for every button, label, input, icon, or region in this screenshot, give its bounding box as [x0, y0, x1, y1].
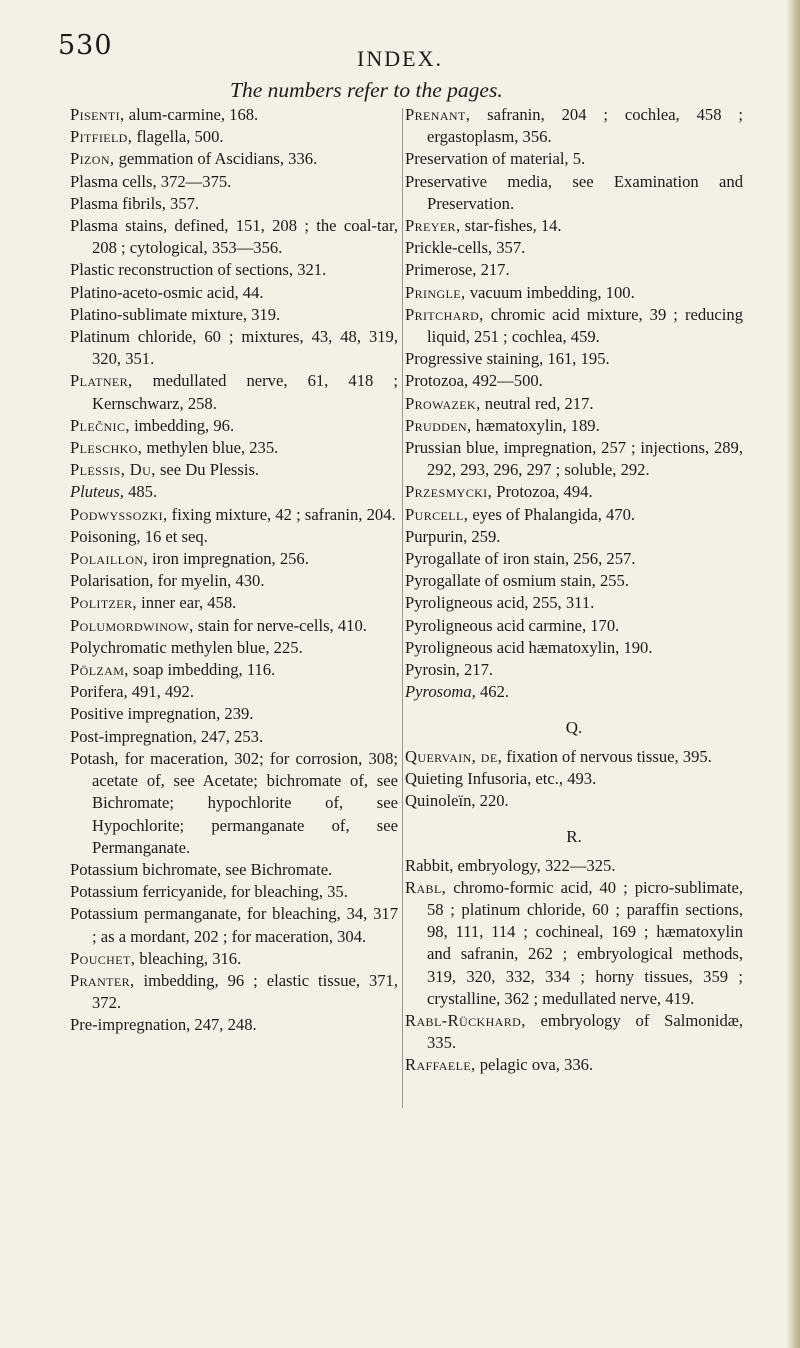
index-entry: [70, 726, 398, 748]
entry-text: Plasma fibrils, 357.: [70, 193, 200, 213]
entry-author: Pisenti,: [70, 105, 125, 124]
index-entry: [70, 570, 398, 592]
entry-text: soap imbedding, 116.: [128, 660, 276, 680]
entry-text: 462.: [475, 682, 510, 702]
entry-text: flagella, 500.: [132, 127, 224, 147]
entry-text: Plasma stains, defined, 151, 208 ; the coal-tar, 208 ; cytological, 353—356.: [70, 216, 398, 258]
entry-author: Plessis, Du,: [70, 460, 156, 480]
index-entry: [405, 592, 743, 614]
running-head: INDEX.: [357, 46, 443, 71]
index-subhead: The numbers refer to the pages.: [230, 78, 503, 102]
index-entry: [70, 104, 398, 126]
index-entry: [70, 215, 398, 259]
entry-text: imbedding, 96 ; elastic tissue, 371, 372.: [92, 970, 398, 1013]
index-entry: [405, 570, 743, 592]
index-entry: [405, 171, 743, 215]
index-entry: [70, 748, 398, 859]
entry-text: gemmation of Ascidians, 336.: [114, 149, 318, 169]
index-entry: [70, 881, 398, 903]
index-entry: [405, 437, 743, 481]
index-entry: [70, 148, 398, 170]
entry-author: Podwyssozki,: [70, 504, 168, 524]
index-entry: [70, 370, 398, 414]
index-letter-heading: R.: [566, 827, 582, 847]
entry-text: Potash, for maceration, 302; for corrosion, 308; acetate of, see Acetate; bichromate of, see Bichromate; hypochlorite of, see Hypochlorite; permanganate of, see Permanganate.: [70, 748, 398, 857]
index-entry: [70, 970, 398, 1014]
index-entry: [70, 171, 398, 193]
entry-author: Przesmycki,: [405, 482, 493, 502]
entry-text: Pyroligneous acid hæmatoxylin, 190.: [405, 637, 653, 657]
entry-text: Purpurin, 259.: [405, 526, 501, 546]
index-entry: [70, 415, 398, 437]
entry-text: fixing mixture, 42 ; safranin, 204.: [167, 504, 396, 524]
index-entry: [70, 948, 398, 970]
entry-text: pelagic ova, 336.: [475, 1055, 594, 1075]
entry-term-italic: Pyrosoma,: [405, 682, 476, 702]
entry-text: safranin, 204 ; cochlea, 458 ; ergastoplasm, 356.: [427, 105, 743, 147]
index-entry: [405, 1010, 743, 1054]
index-entry: [405, 393, 743, 415]
index-column-left: [70, 104, 398, 1037]
entry-author: Pouchet,: [70, 948, 136, 968]
entry-text: Plasma cells, 372—375.: [70, 171, 232, 191]
entry-text: Poisoning, 16 et seq.: [70, 526, 208, 546]
entry-text: Positive impregnation, 239.: [70, 704, 254, 724]
index-entry: [405, 415, 743, 437]
index-entry: [405, 259, 743, 281]
entry-text: Pre-impregnation, 247, 248.: [70, 1015, 257, 1035]
entry-author: Pölzam,: [70, 660, 129, 680]
entry-text: Preservation of material, 5.: [405, 149, 586, 169]
entry-text: Rabbit, embryology, 322—325.: [405, 855, 616, 875]
entry-author: Pringle,: [405, 282, 466, 302]
entry-author: Politzer,: [70, 593, 137, 613]
entry-text: Post-impregnation, 247, 253.: [70, 726, 264, 746]
index-entry: [405, 348, 743, 370]
index-entry: [405, 659, 743, 681]
entry-text: Platino-aceto-osmic acid, 44.: [70, 282, 264, 302]
entry-text: chromic acid mixture, 39 ; reducing liquid, 251 ; cochlea, 459.: [427, 304, 743, 347]
entry-author: Pitfield,: [70, 127, 133, 147]
entry-text: vacuum imbedding, 100.: [465, 282, 635, 302]
entry-text: iron impregnation, 256.: [148, 549, 309, 569]
entry-author: Polumordwinow,: [70, 615, 194, 635]
entry-text: hæmatoxylin, 189.: [471, 415, 600, 435]
entry-text: eyes of Phalangida, 470.: [468, 504, 636, 524]
entry-text: medullated nerve, 61, 418 ; Kernschwarz, 258.: [92, 371, 398, 413]
index-entry: [70, 903, 398, 947]
index-entry: [405, 237, 743, 259]
entry-author: Platner,: [70, 371, 133, 391]
index-entry: [70, 1014, 398, 1036]
entry-text: imbedding, 96.: [129, 415, 235, 435]
page-number: 530: [58, 30, 113, 61]
entry-text: Potassium permanganate, for bleaching, 34, 317 ; as a mordant, 202 ; for maceration, 304.: [70, 904, 398, 946]
index-entry: [405, 215, 743, 237]
page-edge: [786, 0, 800, 1348]
entry-text: fixation of nervous tissue, 395.: [502, 746, 712, 766]
index-entry: [405, 877, 743, 1010]
entry-text: Platino-sublimate mixture, 319.: [70, 304, 281, 324]
entry-text: Platinum chloride, 60 ; mixtures, 43, 48, 319, 320, 351.: [70, 327, 398, 369]
entry-author: Plečnic,: [70, 415, 130, 435]
index-entry: [70, 459, 398, 481]
index-entry: [405, 790, 743, 812]
index-entry: [405, 481, 743, 503]
entry-text: Potassium ferricyanide, for bleaching, 35.: [70, 882, 348, 902]
entry-author: Quervain, de,: [405, 746, 503, 766]
entry-text: Progressive staining, 161, 195.: [405, 349, 610, 369]
index-entry: [70, 282, 398, 304]
index-entry: [70, 859, 398, 881]
entry-text: Prickle-cells, 357.: [405, 238, 526, 258]
entry-text: Preservative media, see Examination and Preservation.: [405, 171, 743, 213]
entry-text: Polychromatic methylen blue, 225.: [70, 637, 303, 657]
entry-text: neutral red, 217.: [480, 393, 594, 413]
index-entry: [405, 370, 743, 392]
entry-text: Pyroligneous acid, 255, 311.: [405, 593, 595, 613]
index-entry: [70, 326, 398, 370]
entry-text: Protozoa, 492—500.: [405, 371, 543, 391]
index-entry: [405, 504, 743, 526]
entry-text: Pyrosin, 217.: [405, 660, 494, 680]
entry-author: Raffaele,: [405, 1055, 476, 1075]
entry-author: Prenant,: [405, 105, 471, 124]
entry-author: Pritchard,: [405, 304, 484, 324]
entry-term-italic: Pluteus,: [70, 482, 124, 502]
index-entry: [70, 548, 398, 570]
index-entry: [405, 104, 743, 148]
entry-text: Protozoa, 494.: [492, 482, 593, 502]
entry-author: Pizon,: [70, 149, 115, 169]
index-entry: [70, 126, 398, 148]
entry-text: see Du Plessis.: [155, 460, 260, 480]
index-entry: [70, 637, 398, 659]
entry-author: Prowazek,: [405, 393, 481, 413]
index-entry: [405, 746, 743, 768]
index-entry: [405, 615, 743, 637]
entry-text: Potassium bichromate, see Bichromate.: [70, 859, 333, 879]
index-entry: [70, 615, 398, 637]
index-entry: [70, 592, 398, 614]
index-entry: [405, 548, 743, 570]
index-entry: [70, 526, 398, 548]
index-entry: [70, 481, 398, 503]
entry-author: Prudden,: [405, 415, 472, 435]
entry-text: methylen blue, 235.: [142, 438, 279, 458]
index-entry: [405, 637, 743, 659]
entry-text: star-fishes, 14.: [460, 216, 562, 236]
entry-text: Quieting Infusoria, etc., 493.: [405, 768, 597, 788]
column-divider: [402, 108, 403, 1108]
index-entry: [70, 437, 398, 459]
entry-text: Polarisation, for myelin, 430.: [70, 571, 265, 591]
entry-text: 485.: [123, 482, 158, 502]
index-entry: [405, 768, 743, 790]
index-entry: [405, 282, 743, 304]
entry-text: Pyroligneous acid carmine, 170.: [405, 615, 620, 635]
entry-author: Pranter,: [70, 970, 135, 990]
index-entry: [70, 681, 398, 703]
entry-text: Primerose, 217.: [405, 260, 510, 280]
index-entry: [405, 681, 743, 703]
index-entry: [405, 855, 743, 877]
entry-text: Pyrogallate of iron stain, 256, 257.: [405, 549, 636, 569]
entry-author: Polaillon,: [70, 549, 149, 569]
index-entry: [70, 659, 398, 681]
entry-text: Plastic reconstruction of sections, 321.: [70, 260, 327, 280]
entry-text: Porifera, 491, 492.: [70, 682, 194, 702]
entry-author: Preyer,: [405, 216, 461, 236]
entry-text: alum-carmine, 168.: [124, 105, 259, 124]
entry-author: Rabl,: [405, 877, 447, 897]
index-entry: [405, 526, 743, 548]
index-entry: [405, 1054, 743, 1076]
index-letter-heading: Q.: [565, 718, 583, 738]
entry-text: chromo-formic acid, 40 ; picro-sublimate, 58 ; platinum chloride, 60 ; paraffin sections, 98, 111, 114 ; cochineal, 169 ; hæmatoxylin and safranin, 262 ; embryological methods, 319, 320, 332, 334 ; horny tissues, 359 ; crystalline, 362 ; medullated nerve, 419.: [427, 877, 743, 1008]
entry-text: Prussian blue, impregnation, 257 ; injections, 289, 292, 293, 296, 297 ; soluble, 292.: [405, 438, 743, 480]
index-entry: [70, 703, 398, 725]
entry-text: stain for nerve-cells, 410.: [193, 615, 367, 635]
entry-author: Purcell,: [405, 504, 469, 524]
index-entry: [405, 148, 743, 170]
index-entry: [70, 193, 398, 215]
entry-author: Pleschko,: [70, 438, 143, 458]
index-entry: [405, 304, 743, 348]
entry-text: Quinoleïn, 220.: [405, 791, 509, 811]
index-entry: [70, 304, 398, 326]
entry-text: bleaching, 316.: [135, 948, 242, 968]
entry-author: Rabl-Rückhard,: [405, 1010, 526, 1030]
entry-text: embryology of Salmonidæ, 335.: [427, 1010, 743, 1053]
index-entry: [70, 504, 398, 526]
entry-text: Pyrogallate of osmium stain, 255.: [405, 571, 629, 591]
index-entry: [70, 259, 398, 281]
index-column-right: [405, 104, 743, 1077]
entry-text: inner ear, 458.: [136, 593, 237, 613]
